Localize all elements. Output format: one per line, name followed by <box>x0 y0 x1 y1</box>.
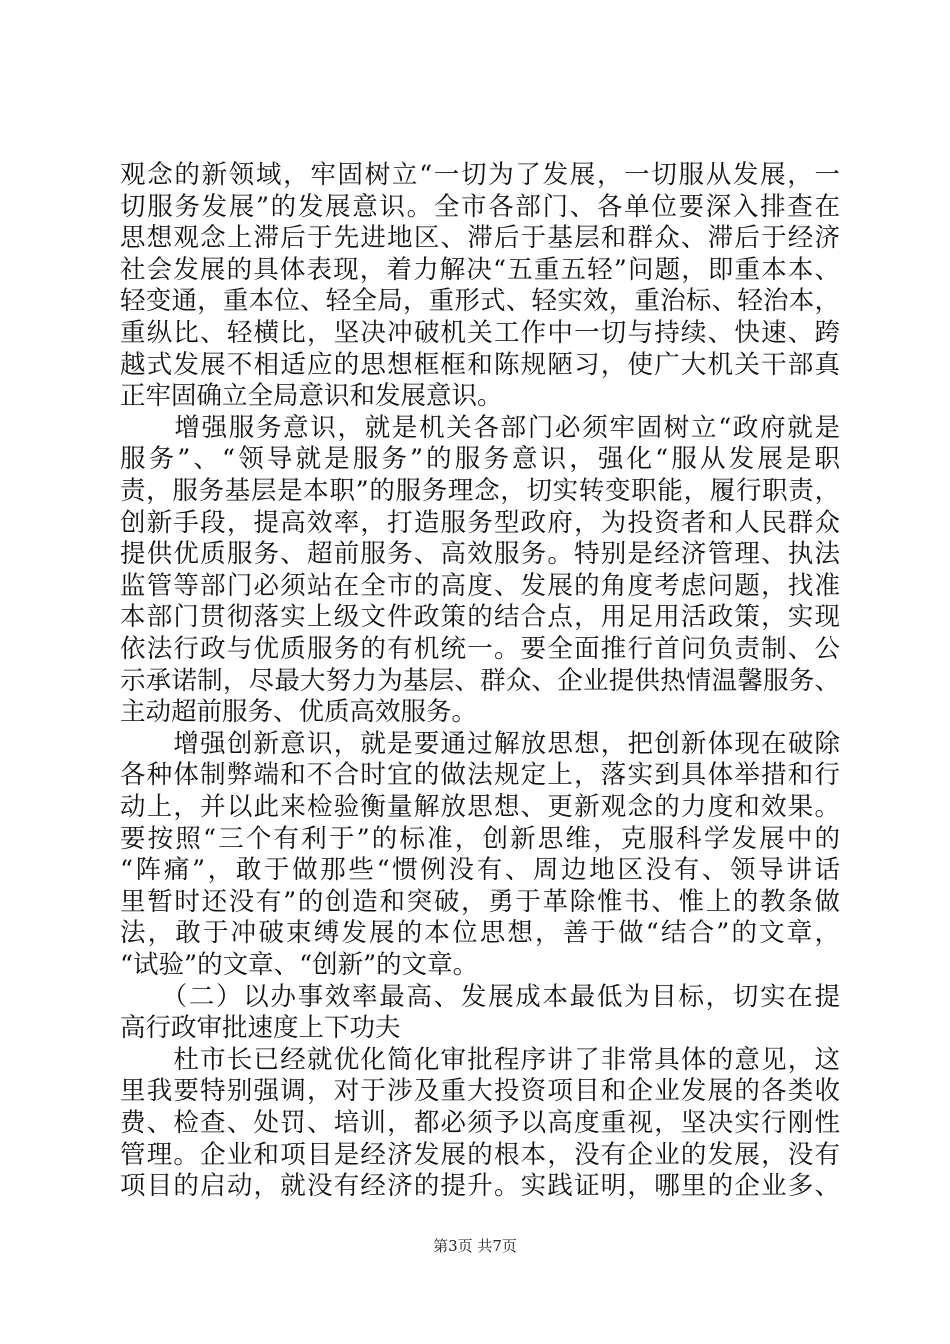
text-line: 高行政审批速度上下功夫 <box>120 1013 401 1044</box>
text-line: 动上，并以此来检验衡量解放思想、更新观念的力度和效果。 <box>120 792 840 822</box>
text-line: 监管等部门必须站在全市的高度、发展的角度考虑问题，找准 <box>120 570 840 601</box>
text-line: “试验”的文章、“创新”的文章。 <box>120 950 479 980</box>
text-line: 管理。企业和项目是经济发展的根本，没有企业的发展，没有 <box>120 1139 840 1170</box>
text-line: （二）以办事效率最高、发展成本最低为目标，切实在提 <box>120 981 840 1012</box>
text-line: 创新手段，提高效率，打造服务型政府，为投资者和人民群众 <box>120 507 840 538</box>
text-line: 本部门贯彻落实上级文件政策的结合点，用足用活政策，实现 <box>120 602 840 633</box>
text-line: 要按照“三个有利于”的标准，创新思维，克服科学发展中的 <box>120 823 840 854</box>
text-line: 切服务发展”的发展意识。全市各部门、各单位要深入排查在 <box>120 191 840 222</box>
text-line: 提供优质服务、超前服务、高效服务。特别是经济管理、执法 <box>120 539 840 570</box>
text-line: 社会发展的具体表现，着力解决“五重五轻”问题，即重本本、 <box>120 254 840 285</box>
text-line: 费、检查、处罚、培训，都必须予以高度重视，坚决实行刚性 <box>120 1108 840 1138</box>
text-line: 主动超前服务、优质高效服务。 <box>120 697 478 728</box>
text-line: 增强服务意识，就是机关各部门必须牢固树立“政府就是 <box>120 412 840 443</box>
text-line: 里暂时还没有”的创造和突破，勇于革除惟书、惟上的教条做 <box>120 886 840 917</box>
text-line: 示承诺制，尽最大努力为基层、群众、企业提供热情温馨服务、 <box>120 665 840 696</box>
text-line: 项目的启动，就没有经济的提升。实践证明，哪里的企业多、 <box>120 1171 840 1202</box>
page-footer: 第3页 共7页 <box>433 1237 517 1255</box>
text-line: 正牢固确立全局意识和发展意识。 <box>120 381 503 412</box>
text-line: 依法行政与优质服务的有机统一。要全面推行首问负责制、公 <box>120 634 840 664</box>
text-line: “阵痛”，敢于做那些“惯例没有、周边地区没有、领导讲话 <box>120 855 840 886</box>
text-line: 各种体制弊端和不合时宜的做法规定上，落实到具体举措和行 <box>120 760 840 791</box>
text-line: 增强创新意识，就是要通过解放思想，把创新体现在破除 <box>120 728 840 759</box>
text-line: 越式发展不相适应的思想框框和陈规陋习，使广大机关干部真 <box>120 349 840 380</box>
text-line: 轻变通，重本位、轻全局，重形式、轻实效，重治标、轻治本， <box>120 286 840 317</box>
text-line: 思想观念上滞后于先进地区、滞后于基层和群众、滞后于经济 <box>120 223 840 254</box>
text-line: 重纵比、轻横比，坚决冲破机关工作中一切与持续、快速、跨 <box>120 318 840 348</box>
text-line: 里我要特别强调，对于涉及重大投资项目和企业发展的各类收 <box>120 1076 840 1107</box>
text-line: 法，敢于冲破束缚发展的本位思想，善于做“结合”的文章， <box>120 918 840 949</box>
text-line: 服务”、“领导就是服务”的服务意识，强化“服从发展是职 <box>120 444 840 475</box>
text-line: 观念的新领域，牢固树立“一切为了发展，一切服从发展，一 <box>120 160 840 190</box>
text-line: 杜市长已经就优化简化审批程序讲了非常具体的意见，这 <box>120 1044 840 1075</box>
text-line: 责，服务基层是本职”的服务理念，切实转变职能，履行职责， <box>120 476 840 506</box>
